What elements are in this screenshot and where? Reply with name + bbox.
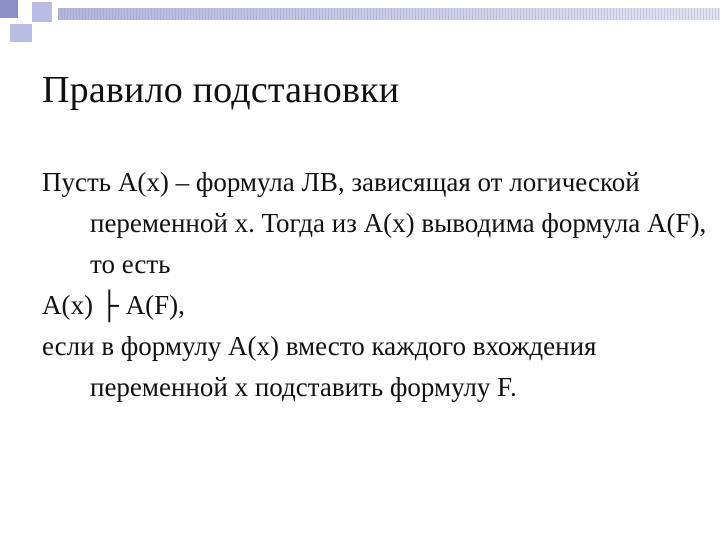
decor-square-small-bottom bbox=[10, 24, 32, 42]
body-paragraph-1: Пусть А(х) – формула ЛВ, зависящая от логической переменной х. Тогда из А(х) выводима формула А(F), то есть bbox=[42, 167, 707, 279]
decor-square-large bbox=[0, 0, 18, 18]
slide-body bbox=[42, 162, 712, 408]
body-paragraph-3: если в формулу А(х) вместо каждого вхождения переменной х подставить формулу F. bbox=[42, 331, 597, 402]
body-paragraph-2: А(х) ├ А(F), bbox=[42, 290, 185, 320]
decor-square-small-top bbox=[32, 2, 52, 22]
slide-title: Правило подстановки bbox=[42, 69, 400, 111]
decor-top-bar-shade bbox=[58, 8, 720, 20]
